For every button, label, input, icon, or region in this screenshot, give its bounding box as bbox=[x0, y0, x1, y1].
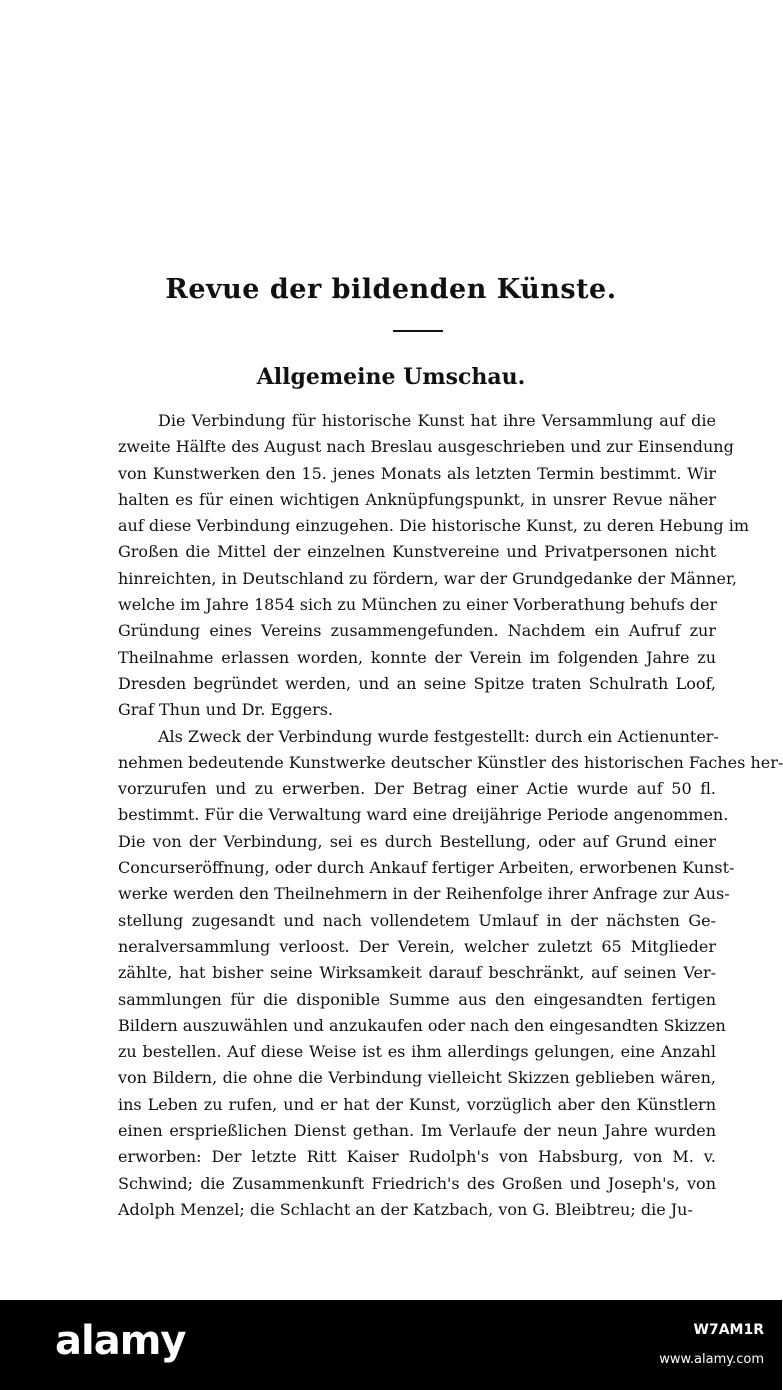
image-id: W7AM1R bbox=[693, 1322, 764, 1338]
text-line: erworben: Der letzte Ritt Kaiser Rudolph's von Habsburg, von M. v. bbox=[118, 1147, 716, 1167]
body-text bbox=[118, 408, 783, 1223]
text-line: Bildern auszuwählen und anzukaufen oder nach den eingesandten Skizzen bbox=[118, 1015, 726, 1035]
page-title: Revue der bildenden Künste. bbox=[165, 274, 617, 305]
text-line: zählte, hat bisher seine Wirksamkeit darauf beschränkt, auf seinen Ver- bbox=[118, 963, 716, 983]
text-line: einen ersprießlichen Dienst gethan. Im Verlaufe der neun Jahre wurden bbox=[118, 1121, 716, 1141]
alamy-logo bbox=[55, 1318, 185, 1364]
text-line: zu bestellen. Auf diese Weise ist es ihm allerdings gelungen, eine Anzahl bbox=[118, 1042, 716, 1062]
text-line: Großen die Mittel der einzelnen Kunstvereine und Privatpersonen nicht bbox=[118, 542, 716, 562]
text-line: werke werden den Theilnehmern in der Reihenfolge ihrer Anfrage zur Aus- bbox=[118, 884, 730, 904]
text-line: Concurseröffnung, oder durch Ankauf fertiger Arbeiten, erworbenen Kunst- bbox=[118, 858, 735, 878]
text-line: von Bildern, die ohne die Verbindung vielleicht Skizzen geblieben wären, bbox=[118, 1068, 716, 1088]
text-line: Theilnahme erlassen worden, konnte der Verein im folgenden Jahre zu bbox=[118, 647, 716, 667]
text-line: sammlungen für die disponible Summe aus den eingesandten fertigen bbox=[118, 989, 716, 1009]
text-line: Die von der Verbindung, sei es durch Bestellung, oder auf Grund einer bbox=[118, 831, 716, 851]
text-line: Dresden begründet werden, und an seine Spitze traten Schulrath Loof, bbox=[118, 673, 716, 693]
text-line: welche im Jahre 1854 sich zu München zu einer Vorberathung behufs der bbox=[118, 595, 718, 615]
text-line: nehmen bedeutende Kunstwerke deutscher Künstler des historischen Faches her- bbox=[118, 752, 783, 772]
text-line: Die Verbindung für historische Kunst hat ihre Versammlung auf die bbox=[158, 411, 716, 430]
text-line: Gründung eines Vereins zusammengefunden. Nachdem ein Aufruf zur bbox=[118, 621, 716, 641]
section-heading: Allgemeine Umschau. bbox=[256, 364, 526, 390]
text-line: bestimmt. Für die Verwaltung ward eine dreijährige Periode angenommen. bbox=[118, 805, 729, 825]
text-line: Graf Thun und Dr. Eggers. bbox=[118, 700, 334, 720]
logo-text: alamy bbox=[55, 1318, 186, 1364]
site-url: www.alamy.com bbox=[659, 1352, 764, 1367]
text-line: Schwind; die Zusammenkunft Friedrich's des Großen und Joseph's, von bbox=[118, 1173, 716, 1193]
text-line: neralversammlung verloost. Der Verein, welcher zuletzt 65 Mitglieder bbox=[118, 936, 716, 956]
text-line: stellung zugesandt und nach vollendetem Umlauf in der nächsten Ge- bbox=[118, 910, 716, 930]
text-line: halten es für einen wichtigen Anknüpfungspunkt, in unsrer Revue näher bbox=[118, 489, 716, 509]
text-line: auf diese Verbindung einzugehen. Die historische Kunst, zu deren Hebung im bbox=[118, 516, 750, 536]
text-line: vorzurufen und zu erwerben. Der Betrag einer Actie wurde auf 50 fl. bbox=[118, 779, 716, 799]
text-line: hinreichten, in Deutschland zu fördern, war der Grundgedanke der Männer, bbox=[118, 568, 737, 588]
text-line: von Kunstwerken den 15. jenes Monats als letzten Termin bestimmt. Wir bbox=[118, 463, 716, 483]
text-line: zweite Hälfte des August nach Breslau ausgeschrieben und zur Einsendung bbox=[118, 437, 734, 457]
watermark-footer bbox=[0, 1300, 782, 1390]
text-line: Adolph Menzel; die Schlacht an der Katzbach, von G. Bleibtreu; die Ju- bbox=[118, 1199, 693, 1219]
title-divider bbox=[393, 330, 443, 332]
text-line: Als Zweck der Verbindung wurde festgestellt: durch ein Actienunter- bbox=[158, 726, 719, 746]
text-line: ins Leben zu rufen, und er hat der Kunst, vorzüglich aber den Künstlern bbox=[118, 1094, 716, 1114]
